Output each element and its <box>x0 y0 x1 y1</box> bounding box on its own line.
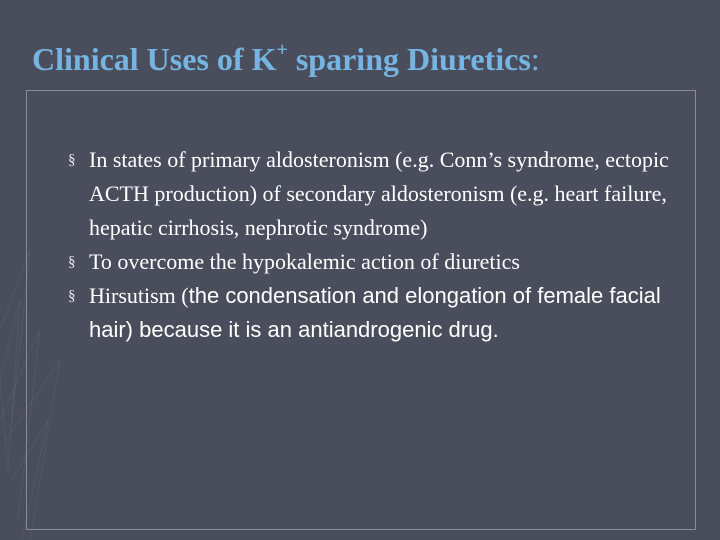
slide-title-colon: : <box>530 41 540 77</box>
bullet-text-serif: Hirsutism ( <box>89 283 189 308</box>
bullet-marker-icon: § <box>68 254 76 270</box>
bullet-list <box>68 143 678 347</box>
potassium-superscript: + <box>276 39 288 61</box>
bullet-item-aldosteronism <box>68 143 678 245</box>
bullet-item-hypokalemic <box>68 245 678 279</box>
bullet-marker-icon: § <box>68 288 76 304</box>
bullet-item-hirsutism <box>68 279 678 347</box>
slide-title-text-rest: sparing Diuretics <box>287 41 531 77</box>
bullet-text-sans: the condensation and elongation of female facial hair) because it is an antiandrogenic drug. <box>89 283 661 342</box>
bullet-marker-icon: § <box>68 152 76 168</box>
slide-title <box>32 39 540 77</box>
bullet-text: To overcome the hypokalemic action of diuretics <box>89 249 520 274</box>
slide-title-text: Clinical Uses of K <box>32 41 277 77</box>
bullet-text: In states of primary aldosteronism (e.g. Conn’s syndrome, ectopic ACTH production) of secondary aldosteronism (e.g. heart failure, hepatic cirrhosis, nephrotic syndrome) <box>89 147 669 240</box>
